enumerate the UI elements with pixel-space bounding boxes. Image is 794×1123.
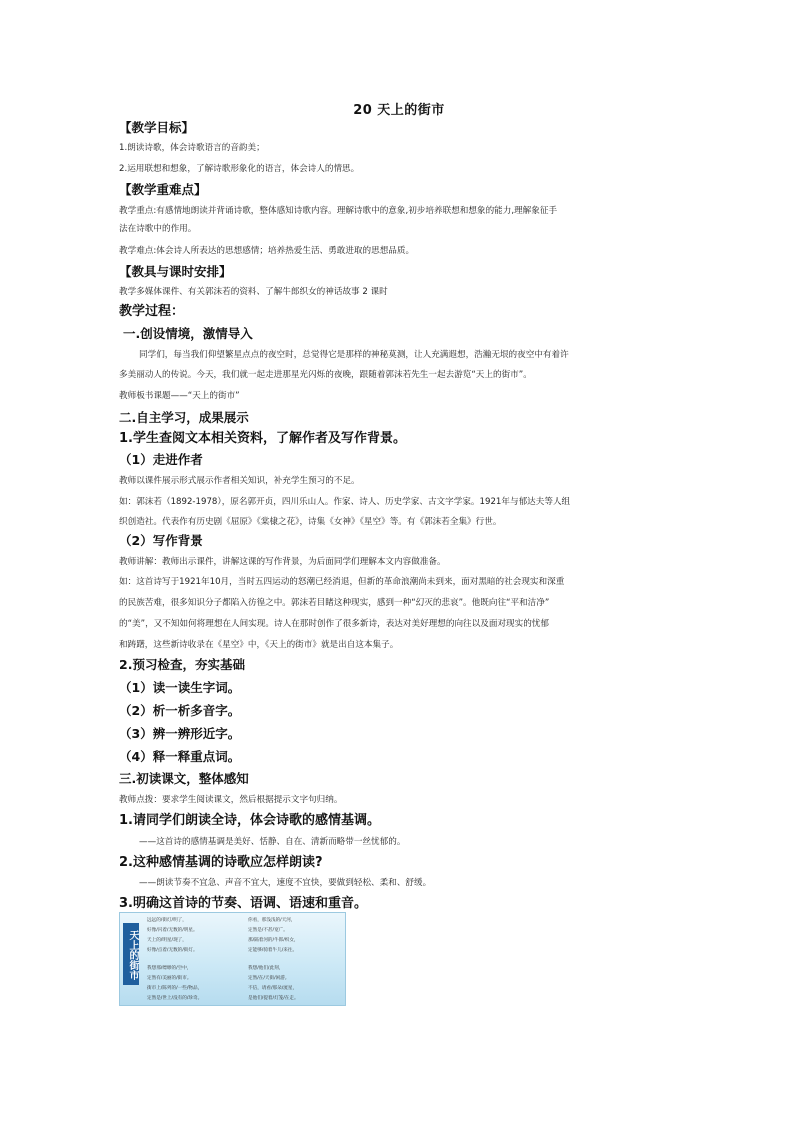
poem-right-line: 定能够/骑着牛儿/来往。 (248, 948, 298, 953)
key-point-1-line-2: 法在诗歌中的作用。 (119, 224, 197, 234)
heading-teaching-goals: 【教学目标】 (119, 120, 195, 135)
background-line-1: 如：这首诗写于1921年10月，当时五四运动的怒潮已经消退，但新的革命浪潮尚未到来，面对黑暗的社会现实和深重 (119, 577, 565, 587)
section-1-para-line-2: 多美丽动人的传说。今天，我们就一起走进那星光闪烁的夜晚，跟随着郭沫若先生一起去游览“天上的街市”。 (119, 370, 532, 380)
section-3-item-1: 1.请同学们朗读全诗，体会诗歌的感情基调。 (119, 813, 380, 828)
section-3-item-2: 2.这种感情基调的诗歌应怎样朗读? (119, 855, 323, 870)
poem-right-line: 是他们/提着/灯笼/在走。 (248, 996, 299, 1001)
section-2-item-2: 2.预习检查，夯实基础 (119, 657, 245, 672)
tools-line: 教学多媒体课件、有关郭沫若的资料、了解牛郎织女的神话故事 2 课时 (119, 287, 388, 297)
goal-1: 1.朗读诗歌，体会诗歌语言的音韵美； (119, 143, 265, 153)
poem-left-line: 定然是/世上/没有的/珍奇。 (147, 996, 203, 1001)
author-bio-line-2: 织创造社。代表作有历史剧《屈原》《棠棣之花》，诗集《女神》《星空》等。有《郭沫若全集》行世。 (119, 517, 502, 527)
poem-left-line: 好像/闪着/无数的/明星。 (147, 928, 198, 933)
poem-right-line: 定然/在/天街/闲游。 (248, 976, 290, 981)
preview-item-4: （4）释一释重点词。 (119, 749, 241, 764)
poem-left-line: 我想那/缥缈的/空中， (147, 966, 192, 971)
subheading-author: （1）走进作者 (119, 452, 203, 467)
background-line-3: 的“美”，又不知如何将理想在人间实现。诗人在那时创作了很多新诗，表达对美好理想的向往以及面对现实的忧郁 (119, 619, 550, 629)
section-1-para-line-1: 同学们，每当我们仰望繁星点点的夜空时，总觉得它是那样的神秘莫测，让人充满遐想，浩瀚无垠的夜空中有着许 (139, 350, 569, 360)
preview-item-2: （2）析一析多音字。 (119, 703, 241, 718)
poem-left-line: 街市上/陈列的/一些/物品， (147, 986, 203, 991)
section-2-item-1: 1.学生查阅文本相关资料，了解作者及写作背景。 (119, 431, 406, 446)
poem-right-line: 定然是/不甚/宽广。 (248, 928, 288, 933)
author-bio-line-1: 如：郭沫若（1892-1978），原名郭开贞，四川乐山人。作家、诗人、历史学家、古文字学家。1921年与郁达夫等人组 (119, 497, 571, 507)
section-1-board-note: 教师板书课题——“天上的街市” (119, 391, 240, 401)
section-2-heading: 二.自主学习，成果展示 (119, 410, 249, 425)
key-point-1-line-1: 教学重点:有感情地朗读并背诵诗歌，整体感知诗歌内容。理解诗歌中的意象,初步培养联想和想象的能力,理解象征手 (119, 206, 558, 216)
key-point-2: 教学难点:体会诗人所表达的思想感情；培养热爱生活、勇敢进取的思想品质。 (119, 246, 415, 256)
section-1-heading: 一.创设情境，激情导入 (123, 326, 253, 341)
preview-item-1: （1）读一读生字词。 (119, 680, 241, 695)
background-intro: 教师讲解：教师出示课件，讲解这课的写作背景，为后面同学们理解本文内容做准备。 (119, 557, 446, 567)
section-3-heading: 三.初读课文，整体感知 (119, 771, 249, 786)
poem-left-line: 远远的/街灯/明了， (147, 918, 187, 923)
heading-process: 教学过程： (119, 304, 185, 319)
poem-left-line: 好像/点着/无数的/街灯。 (147, 948, 198, 953)
subheading-background: （2）写作背景 (119, 533, 203, 548)
poem-left-line: 定然有/美丽的/街市。 (147, 976, 192, 981)
goal-2: 2.运用联想和想象，了解诗歌形象化的语言，体会诗人的情思。 (119, 164, 360, 174)
background-line-2: 的民族苦难，很多知识分子都陷入彷徨之中。郭沫若目睹这种现实，感到一种“幻灭的悲哀”。他既向往“平和洁净” (119, 598, 550, 608)
section-3-item-2-answer: ——朗读节奏不宜急、声音不宜大，速度不宜快，要做到轻松、柔和、舒缓。 (139, 878, 432, 888)
section-3-item-1-answer: ——这首诗的感情基调是美好、恬静、自在、清新而略带一丝忧郁的。 (139, 837, 406, 847)
poem-left-line: 天上的/明星/现了， (147, 938, 187, 943)
author-intro: 教师以课件展示形式展示作者相关知识，补充学生预习的不足。 (119, 476, 360, 486)
poem-right-line: 不信，请看/那朵/流星， (248, 986, 298, 991)
heading-key-points: 【教学重难点】 (119, 182, 207, 197)
poem-right-line: 那/隔着河的/牛郎/织女， (248, 938, 299, 943)
poem-image (119, 912, 346, 1006)
heading-tools: 【教具与课时安排】 (119, 264, 232, 279)
poem-right-line: 你看，那浅浅的/天河， (248, 918, 296, 923)
poem-image-title: 天上的街市 (123, 923, 139, 985)
section-3-guidance: 教师点拨：要求学生阅读课文，然后根据提示文字句归纳。 (119, 795, 343, 805)
poem-right-line: 我想/他们/此刻， (248, 966, 284, 971)
preview-item-3: （3）辨一辨形近字。 (119, 726, 241, 741)
lesson-title: 20 天上的街市 (353, 103, 445, 118)
section-3-item-3: 3.明确这首诗的节奏、语调、语速和重音。 (119, 896, 367, 911)
background-line-4: 和踌躇，这些新诗收录在《星空》中，《天上的街市》就是出自这本集子。 (119, 640, 399, 650)
